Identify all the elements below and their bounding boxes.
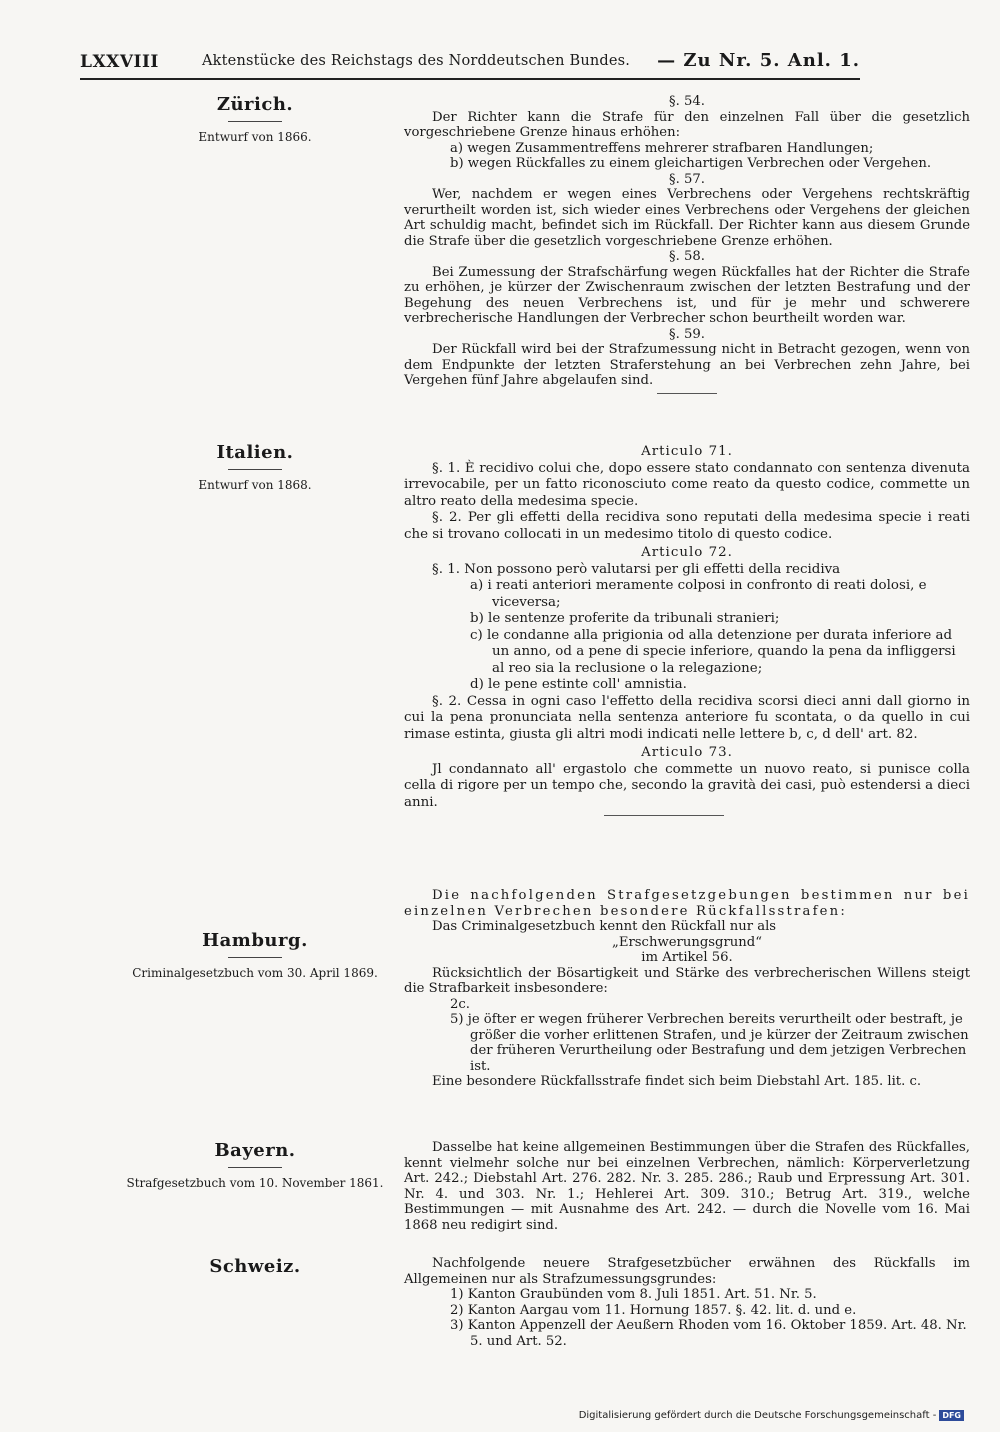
- list-item: a) i reati anteriori meramente colposi in confronto di reati dolosi, e viceversa;: [470, 578, 927, 610]
- place-heading: Schweiz.: [209, 1256, 301, 1277]
- quoted-term: „Erschwerungsgrund“: [612, 934, 762, 950]
- list-item: b) wegen Rückfalles zu einem gleichartigen Verbrechen oder Vergehen.: [450, 156, 932, 171]
- paragraph-text: §. 1. Non possono però valutarsi per gli effetti della recidiva: [432, 561, 841, 577]
- place-heading: Italien.: [216, 442, 294, 463]
- place-heading: Bayern.: [214, 1140, 296, 1161]
- divider: [604, 815, 724, 816]
- paragraph-text: Dasselbe hat keine allgemeinen Bestimmungen über die Strafen des Rückfalles, kennt vielmehr solche nur bei einzelnen Verbrechen, nämlich: Körperverletzung Art. 242.; Diebstahl Art. 276. 282. Nr. 3. 285. 286.; Raub und Erpressung Art. 301. Nr. 4. und 303. Nr. 1.; Hehlerei Art. 309. 310.; Betrug Art. 319., welche Bestimmungen — mit Ausnahme des Art. 242. — durch die Novelle vom 16. Mai 1868 neu redigirt sind.: [404, 1140, 970, 1233]
- sidebar-bayern: [110, 1140, 400, 1190]
- paragraph-text: Jl condannato all' ergastolo che commette un nuovo reato, si punisce colla cella di rigore per un tempo che, secondo la gravità dei casi, può estendersi a dieci anni.: [404, 761, 970, 810]
- paragraph-text: Nachfolgende neuere Strafgesetzbücher erwähnen des Rückfalls im Allgemeinen nur als Strafzumessungsgrundes:: [404, 1256, 970, 1287]
- paragraph-text: Der Rückfall wird bei der Strafzumessung nicht in Betracht gezogen, wenn von dem Endpunkte der letzten Straferstehung an bei Verbrechen zehn Jahre, bei Vergehen fünf Jahre abgelaufen sind.: [404, 342, 970, 388]
- source-note: Criminalgesetzbuch vom 30. April 1869.: [132, 966, 378, 980]
- divider: [228, 1167, 282, 1168]
- paragraph-text: Das Criminalgesetzbuch kennt den Rückfall nur als: [432, 919, 777, 934]
- section-zurich: [404, 94, 970, 398]
- section-italien: [404, 442, 970, 822]
- source-note: Entwurf von 1868.: [198, 478, 312, 492]
- source-note: Entwurf von 1866.: [198, 130, 312, 144]
- source-note: Strafgesetzbuch vom 10. November 1861.: [126, 1176, 384, 1190]
- dfg-logo: DFG: [939, 1410, 964, 1421]
- paragraph-heading: §. 54.: [669, 94, 705, 109]
- paragraph-text: Der Richter kann die Strafe für den einzelnen Fall über die gesetzlich vorgeschriebene Grenze hinaus erhöhen:: [404, 109, 970, 140]
- document-reference: — Zu Nr. 5. Anl. 1.: [657, 50, 860, 71]
- article-heading: Articulo 72.: [641, 545, 733, 560]
- page-header: [80, 46, 860, 76]
- paragraph-text: §. 2. Per gli effetti della recidiva sono reputati della medesima specie i reati che si trovano collocati in un medesimo titolo di questo codice.: [404, 510, 970, 542]
- digitization-credit: [579, 1410, 964, 1421]
- list-item: 5) je öfter er wegen früherer Verbrechen bereits verurtheilt oder bestraft, je größer die vorher erlittenen Strafen, und je kürzer der Zeitraum zwischen der früheren Verurtheilung oder Bestrafung und dem jetzigen Verbrechen ist.: [450, 1012, 969, 1074]
- header-rule: [80, 78, 860, 80]
- section-bayern: [404, 1140, 970, 1233]
- list-item: a) wegen Zusammentreffens mehrerer strafbaren Handlungen;: [450, 140, 874, 156]
- sidebar-italien: [110, 442, 400, 492]
- paragraph-text: Eine besondere Rückfallsstrafe findet sich beim Diebstahl Art. 185. lit. c.: [432, 1074, 922, 1089]
- paragraph-text: Wer, nachdem er wegen eines Verbrechens oder Vergehens rechtskräftig verurtheilt worden ist, sich wieder eines Verbrechens oder Vergehens der gleichen Art schuldig macht, befindet sich im Rückfall. Der Richter kann aus diesem Grunde die Strafe über die gesetzlich vorgeschriebene Grenze erhöhen.: [404, 187, 970, 249]
- list-item: 2c.: [450, 996, 470, 1012]
- intro-text: Die nachfolgenden Strafgesetzgebungen bestimmen nur bei einzelnen Verbrechen besondere Rückfallsstrafen:: [404, 888, 970, 919]
- paragraph-heading: §. 59.: [669, 326, 705, 342]
- paragraph-text: Bei Zumessung der Strafschärfung wegen Rückfalles hat der Richter die Strafe zu erhöhen, je kürzer der Zwischenraum zwischen der letzten Bestrafung und der Begehung des neuen Verbrechens ist, und für je mehr und schwerere verbrecherische Handlungen der Verbrecher schon beurtheilt worden war.: [404, 264, 970, 326]
- sidebar-zurich: [110, 94, 400, 144]
- list-item: 3) Kanton Appenzell der Aeußern Rhoden vom 16. Oktober 1859. Art. 48. Nr. 5. und Art. 52.: [450, 1318, 967, 1349]
- page-number: LXXVIII: [80, 52, 159, 72]
- paragraph-text: §. 1. È recidivo colui che, dopo essere stato condannato con sentenza divenuta irrevocabile, per un fatto riconosciuto come reato da questo codice, commette un altro reato della medesima specie.: [404, 460, 970, 509]
- place-heading: Hamburg.: [202, 930, 308, 951]
- running-title: Aktenstücke des Reichstags des Norddeutschen Bundes.: [202, 53, 631, 69]
- paragraph-text: §. 2. Cessa in ogni caso l'effetto della recidiva scorsi dieci anni dall giorno in cui la pena pronunciata nella sentenza anteriore fu scontata, o da quello in cui rimase estinta, giusta gli altri modi indicati nelle lettere b, c, d dell' art. 82.: [404, 693, 970, 742]
- divider: [228, 469, 282, 470]
- list-item: c) le condanne alla prigionia od alla detenzione per durata inferiore ad un anno, od a pene di specie inferiore, quando la pena da infliggersi al reo sia la reclusione o la relegazione;: [470, 627, 956, 676]
- section-hamburg: [404, 888, 970, 1090]
- credit-text: Digitalisierung gefördert durch die Deutsche Forschungsgemeinschaft -: [578, 1410, 937, 1421]
- list-item: 1) Kanton Graubünden vom 8. Juli 1851. Art. 51. Nr. 5.: [450, 1287, 817, 1302]
- article-reference: im Artikel 56.: [641, 950, 733, 965]
- article-heading: Articulo 73.: [641, 745, 733, 760]
- divider: [228, 957, 282, 958]
- place-heading: Zürich.: [216, 94, 294, 115]
- list-item: b) le sentenze proferite da tribunali stranieri;: [470, 611, 780, 626]
- divider: [228, 121, 282, 122]
- section-schweiz: [404, 1256, 970, 1349]
- divider: [657, 393, 717, 394]
- list-item: d) le pene estinte coll' amnistia.: [470, 677, 687, 692]
- article-heading: Articulo 71.: [641, 444, 733, 459]
- paragraph-heading: §. 58.: [669, 249, 705, 264]
- paragraph-text: Rücksichtlich der Bösartigkeit und Stärke des verbrecherischen Willens steigt die Strafbarkeit insbesondere:: [404, 965, 970, 996]
- list-item: 2) Kanton Aargau vom 11. Hornung 1857. §. 42. lit. d. und e.: [450, 1302, 857, 1318]
- sidebar-hamburg: [110, 930, 400, 980]
- sidebar-schweiz: [110, 1256, 400, 1277]
- paragraph-heading: §. 57.: [669, 171, 705, 187]
